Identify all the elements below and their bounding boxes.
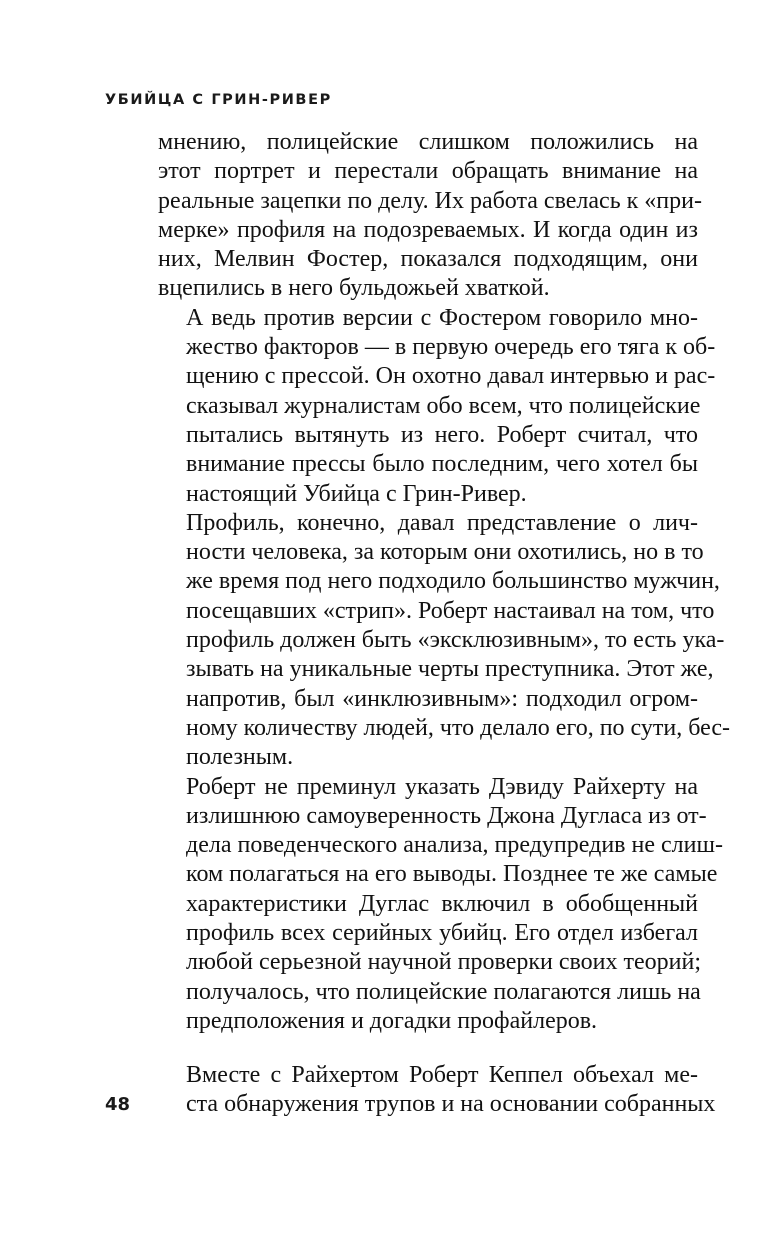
text-line: ности человека, за которым они охотились, но в то [186,539,704,566]
paragraph [158,304,716,509]
text-line: ста обнаружения трупов и на основании собранных [186,1091,716,1118]
page-number: 48 [105,1094,131,1115]
text-line: посещавших «стрип». Роберт настаивал на том, что [186,597,715,624]
paragraph [158,509,731,773]
text-line: любой серьезной научной проверки своих теорий; [186,949,702,976]
text-line: А ведь против версии с Фостером говорило мно- [186,304,698,331]
paragraph [158,128,702,304]
text-line: излишнюю самоуверенность Джона Дугласа из от- [186,802,707,829]
text-line: внимание прессы было последним, чего хотел бы [186,451,698,478]
text-line: зывать на уникальные черты преступника. Этот же, [186,656,714,683]
running-head: УБИЙЦА С ГРИН-РИВЕР [105,92,332,108]
text-line: этот портрет и перестали обращать внимание на [158,158,698,185]
text-line: сказывал журналистам обо всем, что полицейские [186,392,701,419]
text-line: жество факторов — в первую очередь его тяга к об- [186,334,716,361]
body-text-continued [158,1061,716,1120]
text-line: мнению, полицейские слишком положились на [158,129,698,155]
text-line: напротив, был «инклюзивным»: подходил огром- [186,685,698,712]
paragraph [158,1061,716,1120]
text-line: вцепились в него бульдожьей хваткой. [158,275,550,302]
body-text [158,128,731,1036]
text-line: Профиль, конечно, давал представление о лич- [186,509,698,536]
text-line: характеристики Дуглас включил в обобщенный [186,890,698,917]
text-line: настоящий Убийца с Грин-Ривер. [186,480,527,507]
text-line: профиль должен быть «эксклюзивным», то есть ука- [186,627,725,654]
text-line: Вместе с Райхертом Роберт Кеппел объехал ме- [186,1062,698,1088]
paragraph [158,773,723,1037]
text-line: щению с прессой. Он охотно давал интервью и рас- [186,363,716,390]
text-line: полезным. [186,744,294,771]
text-line: Роберт не преминул указать Дэвиду Райхерту на [186,773,698,800]
text-line: реальные зацепки по делу. Их работа свелась к «при- [158,187,702,214]
text-line: получалось, что полицейские полагаются лишь на [186,978,701,1005]
text-line: ному количеству людей, что делало его, по сути, бес- [186,714,731,741]
text-line: предположения и догадки профайлеров. [186,1007,598,1034]
text-line: них, Мелвин Фостер, показался подходящим, они [158,246,698,273]
text-line: мерке» профиля на подозреваемых. И когда один из [158,216,698,243]
text-line: ком полагаться на его выводы. Позднее те же самые [186,861,718,888]
text-line: же время под него подходило большинство мужчин, [186,568,720,595]
text-line: профиль всех серийных убийц. Его отдел избегал [186,920,698,947]
text-line: дела поведенческого анализа, предупредив не слиш- [186,832,723,859]
text-line: пытались вытянуть из него. Роберт считал, что [186,421,698,448]
